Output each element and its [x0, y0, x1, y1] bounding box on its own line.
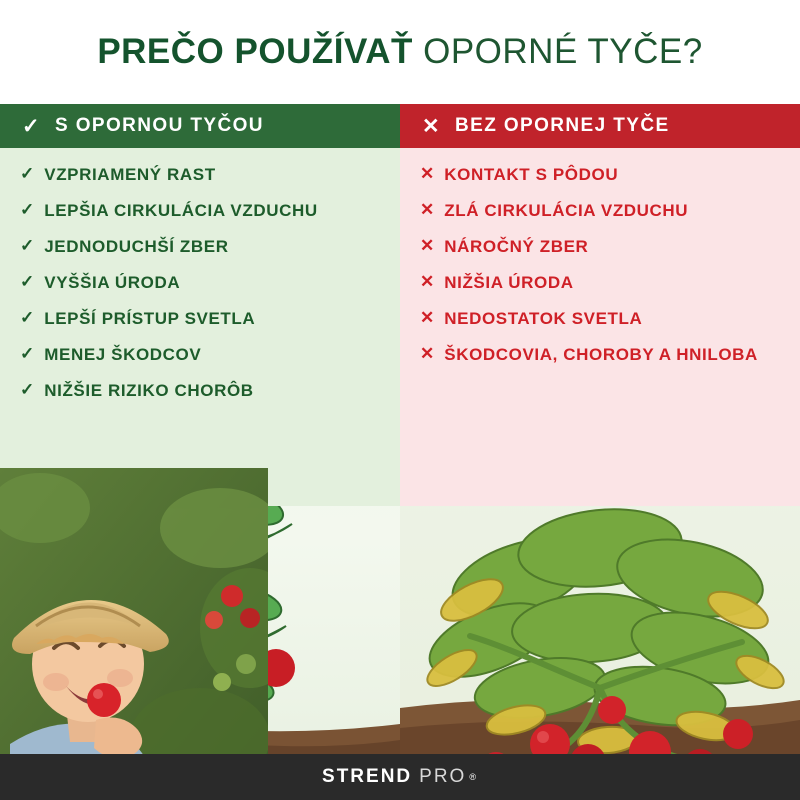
title-light: OPORNÉ TYČE?: [423, 32, 703, 71]
check-icon: ✓: [20, 344, 35, 363]
list-item-label: KONTAKT S PÔDOU: [444, 165, 619, 184]
check-icon: ✓: [20, 200, 35, 219]
check-icon: ✓: [22, 114, 41, 138]
column-header-left-label: S OPORNOU TYČOU: [55, 115, 264, 136]
check-icon: ✓: [20, 380, 35, 399]
cross-icon: ✕: [420, 344, 435, 363]
cross-icon: ✕: [420, 200, 435, 219]
title-bar: [0, 0, 800, 104]
brand-name-light: PRO: [419, 766, 467, 787]
list-item: [20, 164, 384, 185]
list-item: [20, 236, 384, 257]
list-item-label: NIŽŠIE RIZIKO CHORÔB: [44, 381, 254, 400]
column-header-right: [400, 104, 800, 148]
list-item: [420, 344, 784, 365]
column-header-right-label: BEZ OPORNEJ TYČE: [455, 115, 670, 136]
brand-name-bold: STREND: [322, 766, 413, 787]
list-item: [20, 272, 384, 293]
list-item-label: MENEJ ŠKODCOV: [44, 345, 202, 364]
list-item-label: LEPŠIA CIRKULÁCIA VZDUCHU: [44, 201, 318, 220]
column-header-left: [0, 104, 400, 148]
list-item: [420, 200, 784, 221]
list-item-label: LEPŠÍ PRÍSTUP SVETLA: [44, 309, 256, 328]
check-icon: ✓: [20, 308, 35, 327]
cross-icon: ✕: [420, 164, 435, 183]
photo-child-eating-tomato: [0, 468, 268, 800]
list-item-label: JEDNODUCHŠÍ ZBER: [44, 237, 229, 256]
check-icon: ✓: [20, 236, 35, 255]
check-icon: ✓: [20, 164, 35, 183]
list-item: [20, 308, 384, 329]
cross-icon: ✕: [422, 114, 441, 138]
list-item-label: NIŽŠIA ÚRODA: [444, 273, 574, 292]
list-item: [420, 164, 784, 185]
list-item: [420, 236, 784, 257]
list-item-label: ZLÁ CIRKULÁCIA VZDUCHU: [444, 201, 689, 220]
column-without-stake: [400, 104, 800, 800]
page-title: [97, 32, 702, 72]
list-item-label: VZPRIAMENÝ RAST: [44, 165, 216, 184]
drawbacks-list: [400, 148, 800, 506]
title-bold: PREČO POUŽÍVAŤ: [97, 32, 413, 71]
registered-trademark-icon: ®: [469, 772, 478, 782]
check-icon: ✓: [20, 272, 35, 291]
list-item: [20, 200, 384, 221]
cross-icon: ✕: [420, 308, 435, 327]
list-item: [420, 308, 784, 329]
brand-footer: [0, 754, 800, 800]
cross-icon: ✕: [420, 236, 435, 255]
list-item: [420, 272, 784, 293]
benefits-list: [0, 148, 400, 506]
list-item-label: ŠKODCOVIA, CHOROBY A HNILOBA: [444, 345, 758, 364]
list-item: [20, 344, 384, 365]
list-item-label: NEDOSTATOK SVETLA: [444, 309, 643, 328]
cross-icon: ✕: [420, 272, 435, 291]
list-item: [20, 380, 384, 401]
list-item-label: VYŠŠIA ÚRODA: [44, 273, 181, 292]
list-item-label: NÁROČNÝ ZBER: [444, 237, 589, 256]
